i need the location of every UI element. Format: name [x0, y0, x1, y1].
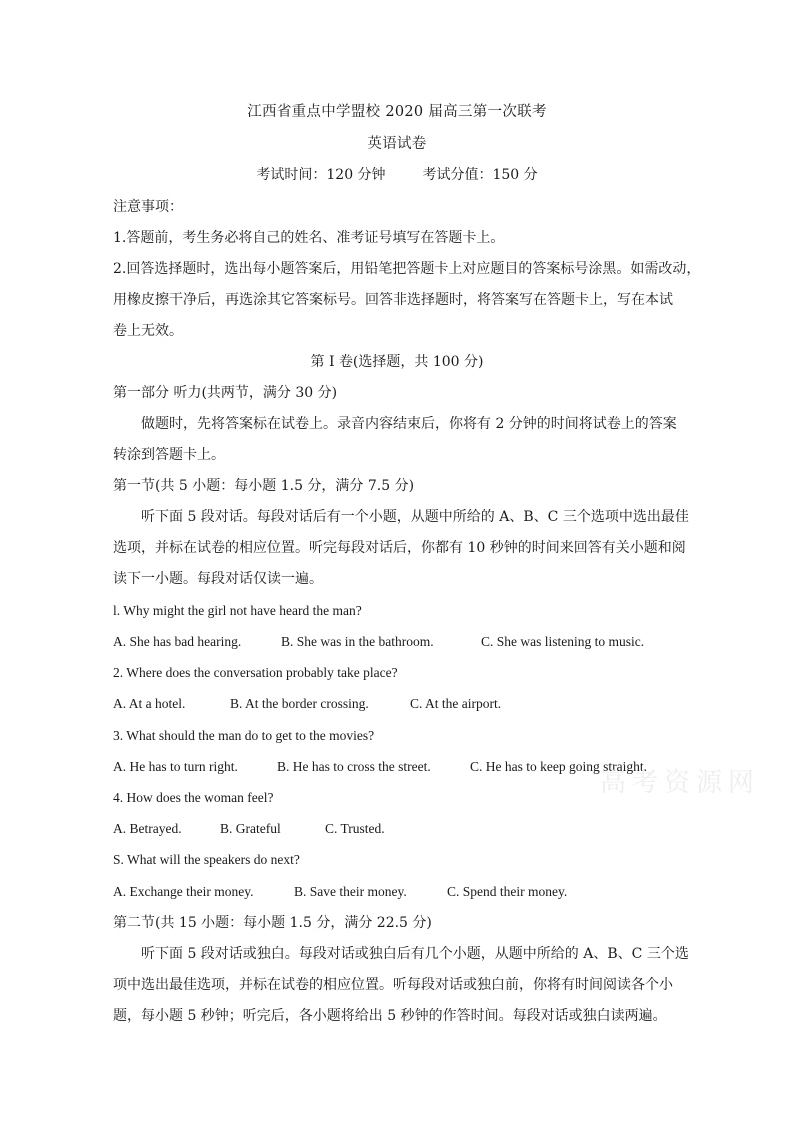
note-item-1: 1.答题前，考生务必将自己的姓名、准考证号填写在答题卡上。: [113, 230, 505, 246]
question-2-stem: 2. Where does the conversation probably take place?: [113, 665, 398, 680]
note-item-2-line-1: 2.回答选择题时，选出每小题答案后，用铅笔把答题卡上对应题目的答案标号涂黑。如需改动，: [113, 261, 701, 277]
volume-heading: 第 I 卷(选择题，共 100 分): [310, 354, 484, 370]
question-1-stem: l. Why might the girl not have heard the man?: [113, 603, 362, 618]
question-4-stem: 4. How does the woman feel?: [113, 790, 274, 805]
question-2-option-a: A. At a hotel.: [113, 696, 186, 711]
notes-heading: 注意事项：: [113, 199, 183, 215]
note-item-2-line-3: 卷上无效。: [113, 323, 183, 339]
question-1-option-a: A. She has bad hearing.: [113, 634, 242, 649]
question-2-option-c: C. At the airport.: [410, 696, 502, 711]
question-3-option-c: C. He has to keep going straight.: [470, 759, 647, 774]
question-3-option-b: B. He has to cross the street.: [277, 759, 431, 774]
section2-intro-line-3: 题，每小题 5 秒钟；听完后，各小题将给出 5 秒钟的作答时间。每段对话或独白读两遍。: [113, 1008, 667, 1024]
part1-intro-line-2: 转涂到答题卡上。: [113, 447, 225, 463]
part1-intro-line-1: 做题时，先将答案标在试卷上。录音内容结束后，你将有 2 分钟的时间将试卷上的答案: [141, 416, 677, 432]
section2-intro-line-1: 听下面 5 段对话或独白。每段对话或独白后有几个小题，从题中所给的 A、B、C 三个选: [141, 946, 689, 962]
section1-heading: 第一节(共 5 小题：每小题 1.5 分，满分 7.5 分): [113, 478, 415, 494]
question-5-option-a: A. Exchange their money.: [113, 884, 254, 899]
question-3-stem: 3. What should the man do to get to the movies?: [113, 728, 375, 743]
section2-intro-line-2: 项中选出最佳选项，并标在试卷的相应位置。听每段对话或独白前，你将有时间阅读各个小: [113, 977, 673, 993]
exam-title: 江西省重点中学盟校 2020 届高三第一次联考: [247, 104, 547, 120]
score-info: 考试分值：150 分: [422, 167, 538, 183]
question-5-stem: S. What will the speakers do next?: [113, 852, 300, 867]
question-4-option-c: C. Trusted.: [325, 821, 385, 836]
section1-intro-line-3: 读下一小题。每段对话仅读一遍。: [113, 571, 323, 587]
time-info: 考试时间：120 分钟: [256, 167, 386, 183]
note-item-2-line-2: 用橡皮擦干净后，再选涂其它答案标号。回答非选择题时，将答案写在答题卡上，写在本试: [113, 292, 673, 308]
question-5-option-b: B. Save their money.: [294, 884, 407, 899]
part1-heading: 第一部分 听力(共两节，满分 30 分): [113, 385, 338, 401]
question-4-option-a: A. Betrayed.: [113, 821, 182, 836]
question-1-option-b: B. She was in the bathroom.: [281, 634, 434, 649]
subject-title: 英语试卷: [367, 136, 427, 152]
section1-intro-line-1: 听下面 5 段对话。每段对话后有一个小题，从题中所给的 A、B、C 三个选项中选出最佳: [141, 509, 689, 525]
question-1-option-c: C. She was listening to music.: [481, 634, 645, 649]
question-2-option-b: B. At the border crossing.: [230, 696, 369, 711]
watermark: 高考资源网: [600, 768, 761, 798]
question-3-option-a: A. He has to turn right.: [113, 759, 238, 774]
section1-intro-line-2: 选项，并标在试卷的相应位置。听完每段对话后，你都有 10 秒钟的时间来回答有关小题和阅: [113, 540, 686, 556]
question-5-option-c: C. Spend their money.: [447, 884, 568, 899]
question-4-option-b: B. Grateful: [220, 821, 281, 836]
section2-heading: 第二节(共 15 小题：每小题 1.5 分，满分 22.5 分): [113, 915, 432, 931]
exam-info: [0, 165, 794, 185]
